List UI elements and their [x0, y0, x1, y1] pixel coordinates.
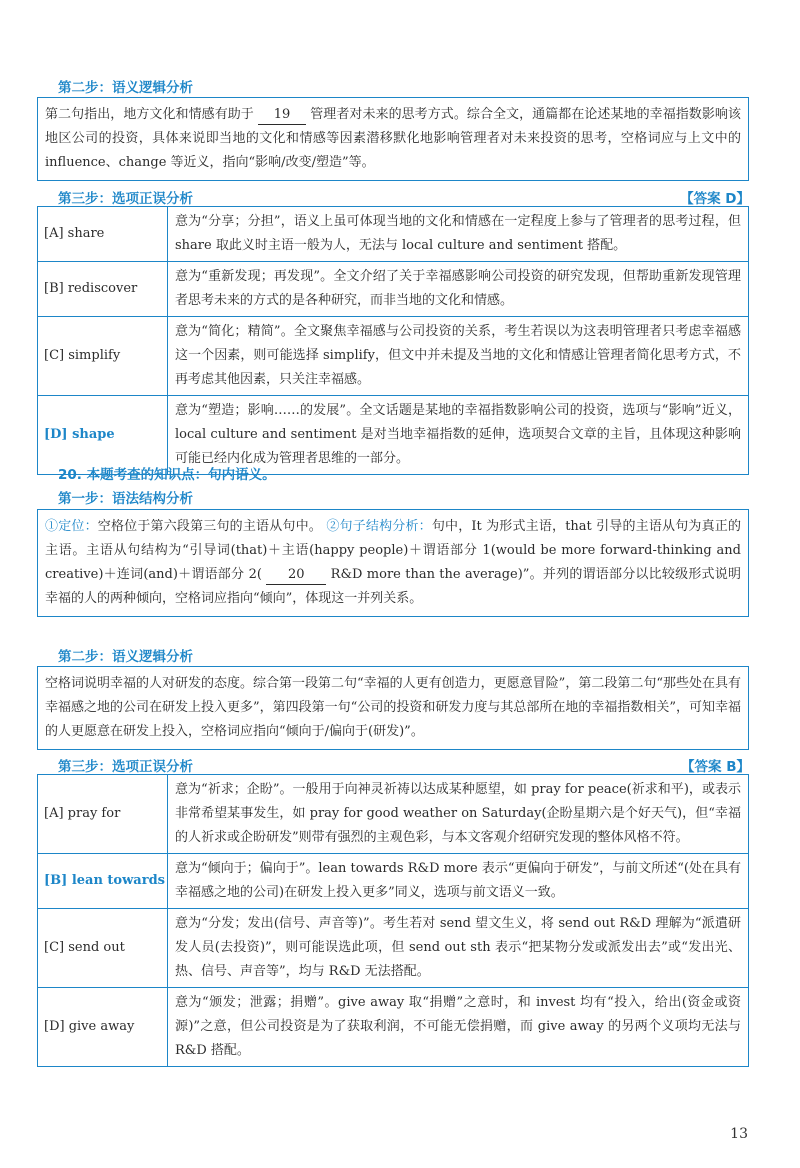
option-desc: 意为“塑造；影响……的发展”。全文话题是某地的幸福指数影响公司的投资，选项与“影响”近义，local culture and sentiment 是对当地幸福指数的延伸，选项契合文章的主旨，且体现这种影响可能已经内化成为管理者思维的一部分。 — [168, 396, 749, 475]
step2-text-a: 第二句指出，地方文化和情感有助于 — [45, 107, 254, 122]
option-desc: 意为“颁发；泄露；捐赠”。give away 取“捐赠”之意时，和 invest 均有“投入，给出(资金或资源)”之意，但公司投资是为了获取利润，不可能无偿捐赠，而 give away 的另两个义项均无法与 R&D 搭配。 — [168, 988, 749, 1067]
q20-title: 20. 本题考查的知识点：句内语义。 — [58, 467, 276, 483]
answer-badge-19: 【答案 D】 — [680, 191, 750, 207]
option-label: [A] share — [38, 207, 168, 262]
answer-badge-20: 【答案 B】 — [681, 759, 750, 775]
step2-heading: 第二步：语义逻辑分析 — [58, 80, 193, 96]
step2-text-b: 管理者对未来的思考方式。综合全文，通篇都在论述某地的幸福指数影响该地区公司的投资，具体来说即当地的文化和情感等因素潜移默化地影响管理者对未来投资的思考，空格词应与上文中的 influence、change 等近义，指向“影响/改变/塑造”等。 — [45, 107, 741, 170]
option-label: [C] simplify — [38, 317, 168, 396]
option-row — [38, 988, 749, 1067]
option-row-correct — [38, 854, 749, 909]
step2-analysis-box — [37, 97, 749, 181]
locate-text: 空格位于第六段第三句的主语从句中。 — [97, 519, 322, 534]
option-desc: 意为“祈求；企盼”。一般用于向神灵祈祷以达成某种愿望，如 pray for peace(祈求和平)，或表示非常希望某事发生，如 pray for good weather on Saturday(企盼星期六是个好天气)，但“幸福的人祈求或企盼研发”则带有强烈的主观色彩，与本文客观介绍研究发现的整体风格不符。 — [168, 775, 749, 854]
step3-heading: 第三步：选项正误分析 — [58, 191, 193, 207]
option-row — [38, 262, 749, 317]
options-table-20 — [37, 774, 749, 1067]
option-label: [A] pray for — [38, 775, 168, 854]
option-row — [38, 909, 749, 988]
option-desc: 意为“分发；发出(信号、声音等)”。考生若对 send 望文生义，将 send out R&D 理解为“派遣研发人员(去投资)”，则可能误选此项，但 send out sth 表示“把某物分发或派发出去”或“发出光、热、信号、声音等”，均与 R&D 无法搭配。 — [168, 909, 749, 988]
q20-step2-heading: 第二步：语义逻辑分析 — [58, 649, 193, 665]
option-desc: 意为“重新发现；再发现”。全文介绍了关于幸福感影响公司投资的研究发现，但帮助重新发现管理者思考未来的方式的是各种研究，而非当地的文化和情感。 — [168, 262, 749, 317]
q20-step1-box — [37, 509, 749, 617]
blank-19: 19 — [258, 106, 306, 125]
option-desc: 意为“分享；分担”，语义上虽可体现当地的文化和情感在一定程度上参与了管理者的思考过程，但 share 取此义时主语一般为人，无法与 local culture and sentiment 搭配。 — [168, 207, 749, 262]
option-label-correct: [B] lean towards — [38, 854, 168, 909]
options-table-19 — [37, 206, 749, 475]
option-desc: 意为“简化；精简”。全文聚焦幸福感与公司投资的关系，考生若误以为这表明管理者只考虑幸福感这一个因素，则可能选择 simplify，但文中并未提及当地的文化和情感让管理者简化思考方式，不再考虑其他因素，只关注幸福感。 — [168, 317, 749, 396]
page-number: 13 — [730, 1126, 748, 1142]
option-label: [C] send out — [38, 909, 168, 988]
q20-step1-heading: 第一步：语法结构分析 — [58, 491, 193, 507]
structure-text-b: R&D more than the average)”。并列的谓语部分以比较级形式说明幸福的人的两种倾向，空格词应指向“倾向”，体现这一并列关系。 — [45, 567, 741, 606]
q20-step3-heading: 第三步：选项正误分析 — [58, 759, 193, 775]
structure-label: ②句子结构分析： — [326, 519, 432, 534]
option-label: [B] rediscover — [38, 262, 168, 317]
option-row — [38, 775, 749, 854]
option-label-correct: [D] shape — [38, 396, 168, 475]
locate-label: ①定位： — [45, 519, 98, 534]
structure-text-a: 句中，It 为形式主语，that 引导的主语从句为真正的主语。主语从句结构为“引导词(that)＋主语(happy people)＋谓语部分 1(would be more forward-thinking and creative)＋连词(and)＋谓语部分 2( — [45, 519, 741, 582]
blank-20: 20 — [266, 566, 326, 585]
option-desc: 意为“倾向于；偏向于”。lean towards R&D more 表示“更偏向于研发”，与前文所述“(处在具有幸福感之地的公司)在研发上投入更多”同义，选项与前文语义一致。 — [168, 854, 749, 909]
option-row — [38, 317, 749, 396]
q20-step2-box: 空格词说明幸福的人对研发的态度。综合第一段第二句“幸福的人更有创造力，更愿意冒险”，第二段第二句“那些处在具有幸福感之地的公司在研发上投入更多”，第四段第一句“公司的投资和研发力度与其总部所在地的幸福指数相关”，可知幸福的人更愿意在研发上投入，空格词应指向“倾向于/偏向于(研发)”。 — [37, 666, 749, 750]
option-row — [38, 207, 749, 262]
option-label: [D] give away — [38, 988, 168, 1067]
